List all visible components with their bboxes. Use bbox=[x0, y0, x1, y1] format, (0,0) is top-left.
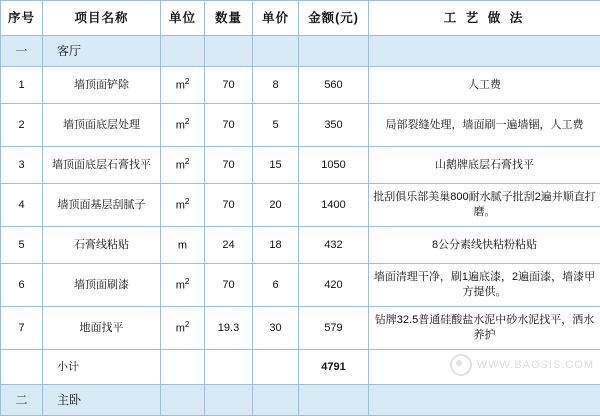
cell-qty: 70 bbox=[205, 147, 253, 184]
header-note: 工 艺 做 法 bbox=[369, 1, 600, 36]
cell-unit: $m^2$ bbox=[161, 67, 205, 104]
cell-name: 墙顶面基层刮腻子 bbox=[43, 184, 161, 227]
section-title: 客厅 bbox=[43, 36, 161, 67]
header-price: 单价 bbox=[253, 1, 299, 36]
cell-amount: 420 bbox=[299, 264, 369, 307]
table-header-row bbox=[1, 1, 600, 36]
cell-amount: 432 bbox=[299, 227, 369, 264]
cell-qty: 70 bbox=[205, 184, 253, 227]
table-row bbox=[1, 264, 600, 307]
header-amount: 金额(元) bbox=[299, 1, 369, 36]
subtotal-seq bbox=[1, 350, 43, 385]
cell-name: 墙顶面底层处理 bbox=[43, 104, 161, 147]
cell-name: 地面找平 bbox=[43, 307, 161, 350]
cell-amount: 579 bbox=[299, 307, 369, 350]
cell-price: 6 bbox=[253, 264, 299, 307]
section-amount bbox=[299, 385, 369, 416]
cell-price: 20 bbox=[253, 184, 299, 227]
cell-seq: 1 bbox=[1, 67, 43, 104]
cell-amount: 350 bbox=[299, 104, 369, 147]
section-unit bbox=[161, 36, 205, 67]
table-row bbox=[1, 67, 600, 104]
subtotal-note bbox=[369, 350, 600, 385]
section-row bbox=[1, 385, 600, 416]
cell-seq: 4 bbox=[1, 184, 43, 227]
subtotal-label: 小计 bbox=[43, 350, 161, 385]
subtotal-amount: 4791 bbox=[299, 350, 369, 385]
cell-note: 人工费 bbox=[369, 67, 600, 104]
header-seq: 序号 bbox=[1, 1, 43, 36]
cell-price: 30 bbox=[253, 307, 299, 350]
cell-name: 墙顶面底层石膏找平 bbox=[43, 147, 161, 184]
cell-unit: $m^2$ bbox=[161, 184, 205, 227]
cell-seq: 2 bbox=[1, 104, 43, 147]
cell-qty: 70 bbox=[205, 264, 253, 307]
section-note bbox=[369, 36, 600, 67]
cell-seq: 3 bbox=[1, 147, 43, 184]
table-row bbox=[1, 227, 600, 264]
table-row bbox=[1, 307, 600, 350]
cell-seq: 5 bbox=[1, 227, 43, 264]
section-row bbox=[1, 36, 600, 67]
section-qty bbox=[205, 385, 253, 416]
cell-name: 石膏线粘贴 bbox=[43, 227, 161, 264]
cell-unit: $m^2$ bbox=[161, 264, 205, 307]
section-qty bbox=[205, 36, 253, 67]
header-name: 项目名称 bbox=[43, 1, 161, 36]
subtotal-unit bbox=[161, 350, 205, 385]
subtotal-price bbox=[253, 350, 299, 385]
table-row bbox=[1, 147, 600, 184]
cell-note: 墙面清理干净，刷1遍底漆，2遍面漆，墙漆甲方提供。 bbox=[369, 264, 600, 307]
cell-qty: 24 bbox=[205, 227, 253, 264]
cell-note: 批刮俱乐部美巢800耐水腻子批刮2遍并顺直打磨。 bbox=[369, 184, 600, 227]
cell-seq: 7 bbox=[1, 307, 43, 350]
cell-qty: 70 bbox=[205, 104, 253, 147]
table-row bbox=[1, 184, 600, 227]
cell-unit: $m^2$ bbox=[161, 147, 205, 184]
cell-seq: 6 bbox=[1, 264, 43, 307]
cell-name: 墙顶面铲除 bbox=[43, 67, 161, 104]
cell-note: 8公分素线快粘粉粘贴 bbox=[369, 227, 600, 264]
cell-unit: m bbox=[161, 227, 205, 264]
watermark-text: WWW.BAOSIS.COM bbox=[477, 359, 594, 371]
table-row bbox=[1, 104, 600, 147]
subtotal-qty bbox=[205, 350, 253, 385]
cell-price: 8 bbox=[253, 67, 299, 104]
cell-price: 5 bbox=[253, 104, 299, 147]
cell-qty: 70 bbox=[205, 67, 253, 104]
cell-unit: $m^2$ bbox=[161, 307, 205, 350]
cell-note: 山鹅牌底层石膏找平 bbox=[369, 147, 600, 184]
cell-qty: 19.3 bbox=[205, 307, 253, 350]
section-amount bbox=[299, 36, 369, 67]
subtotal-row bbox=[1, 350, 600, 385]
cell-unit: $m^2$ bbox=[161, 104, 205, 147]
section-price bbox=[253, 385, 299, 416]
cell-note: 钻牌32.5普通硅酸盐水泥中砂水泥找平，洒水养护 bbox=[369, 307, 600, 350]
section-seq: 一 bbox=[1, 36, 43, 67]
cell-price: 15 bbox=[253, 147, 299, 184]
section-seq: 二 bbox=[1, 385, 43, 416]
cell-price: 18 bbox=[253, 227, 299, 264]
cell-amount: 1050 bbox=[299, 147, 369, 184]
cell-note: 局部裂缝处理，墙面刷一遍墙锢，人工费 bbox=[369, 104, 600, 147]
header-qty: 数量 bbox=[205, 1, 253, 36]
section-price bbox=[253, 36, 299, 67]
section-title: 主卧 bbox=[43, 385, 161, 416]
cell-name: 墙顶面刷漆 bbox=[43, 264, 161, 307]
cell-amount: 1400 bbox=[299, 184, 369, 227]
section-note bbox=[369, 385, 600, 416]
cell-amount: 560 bbox=[299, 67, 369, 104]
section-unit bbox=[161, 385, 205, 416]
header-unit: 单位 bbox=[161, 1, 205, 36]
